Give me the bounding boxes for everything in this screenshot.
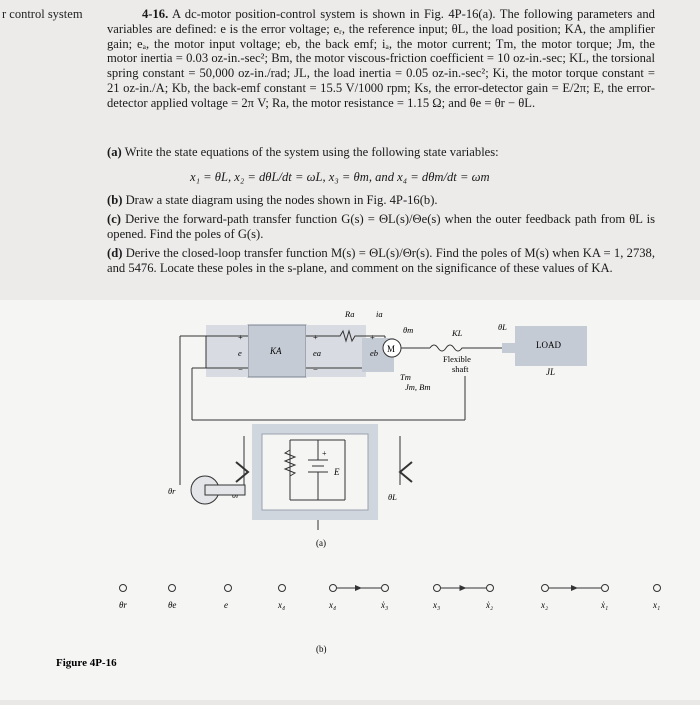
e-label: e (238, 348, 242, 358)
state-node-label: ẋ₁ (601, 600, 609, 610)
amplifier-label: KA (270, 346, 282, 356)
state-node-label: x₁ (653, 600, 661, 610)
part-c-label: (c) (107, 212, 121, 226)
theta-l-top-label: θL (498, 322, 507, 332)
state-node-label: ẋ₃ (381, 600, 389, 610)
kl-label: KL (452, 328, 463, 338)
plus-label-right: + (370, 332, 375, 342)
state-node-label: θe (168, 600, 177, 610)
part-b (107, 193, 655, 208)
minus-label-mid: − (313, 364, 318, 374)
part-a (107, 145, 655, 160)
figure-title: Figure 4P-16 (56, 657, 117, 669)
state-node-label: ẋ₂ (486, 600, 494, 610)
caption-a: (a) (316, 538, 326, 548)
tm-label: Tm (400, 372, 411, 382)
part-d (107, 246, 655, 276)
part-c (107, 212, 655, 242)
state-node-label: e (224, 600, 228, 610)
figure-diagram (0, 300, 700, 700)
voltage-e-label: E (334, 467, 340, 477)
state-node (279, 585, 286, 592)
load-pot-arrow (400, 462, 412, 482)
state-node (602, 585, 609, 592)
state-node (225, 585, 232, 592)
theta-r-knob-label: θr (168, 486, 176, 496)
state-node-label: x₃ (433, 600, 441, 610)
part-a-label: (a) (107, 145, 122, 159)
part-b-label: (b) (107, 193, 123, 207)
state-node (382, 585, 389, 592)
margin-label: r control system (2, 7, 83, 21)
state-node (654, 585, 661, 592)
ea-label: ea (313, 348, 322, 358)
load-inertia-label: JL (546, 367, 555, 377)
state-node (120, 585, 127, 592)
reference-pot-arrow (236, 462, 248, 482)
figure-area (0, 300, 700, 700)
flexible-label: Flexible (443, 354, 471, 364)
state-node-label: x₄ (329, 600, 337, 610)
branch-arrow (571, 585, 578, 591)
state-equation: x₁ = θL, x₂ = dθL/dt = ωL, x₃ = θm, and x₄ = dθm/dt = ωm (190, 170, 490, 184)
state-diagram-nodes (119, 585, 661, 611)
state-node (487, 585, 494, 592)
state-node-label: θr (119, 600, 127, 610)
state-node (434, 585, 441, 592)
theta-l-pot-label: θL (388, 492, 397, 502)
caption-b: (b) (316, 644, 327, 654)
load-coupling (502, 343, 515, 353)
problem-intro (107, 7, 655, 111)
plus-label-mid: + (313, 332, 318, 342)
problem-number: 4-16. (142, 7, 169, 21)
minus-label-left: − (238, 364, 243, 374)
part-d-text: Derive the closed-loop transfer function M(s) = ΘL(s)/Θr(s). Find the poles of M(s) when KA = 1, 2738, and 5476. Locate these poles in the s-plane, and comment on the significance of these values of KA. (107, 246, 655, 275)
eb-label: eb (370, 348, 379, 358)
reference-shaft (205, 485, 245, 495)
branch-arrow (355, 585, 362, 591)
state-node (169, 585, 176, 592)
part-d-label: (d) (107, 246, 123, 260)
state-node (330, 585, 337, 592)
plus-label-left: + (238, 332, 243, 342)
ia-label: ia (376, 309, 383, 319)
battery-plus-label: + (322, 449, 327, 458)
problem-text-area (0, 0, 700, 300)
state-node (542, 585, 549, 592)
part-a-text: Write the state equations of the system using the following state variables: (124, 145, 499, 159)
branch-arrow (460, 585, 467, 591)
motor-label: M (387, 344, 396, 354)
problem-intro-text: A dc-motor position-control system is shown in Fig. 4P-16(a). The following parameters and variables are defined: e is the error voltage; eᵣ, the reference input; θL, the load position; KA, the amplifier gain; eₐ, the motor input voltage; eb, the back emf; iₐ, the motor current; Tm, the motor torque; Jm, the motor inertia = 0.03 oz-in.-sec²; Bm, the motor viscous-friction coefficient = 10 oz-in.-sec; KL, the torsional spring constant = 50,000 oz-in./rad; JL, the load inertia = 0.05 oz-in.-sec²; Ki, the motor torque constant = 21 oz-in./A; Kb, the back-emf constant = 15.5 V/1000 rpm; Ks, the error-detector gain = E/2π; E, the error-detector applied voltage = 2π V; Ra, the motor resistance = 1.15 Ω; and θe = θr − θL. (107, 7, 655, 110)
shaft-label: shaft (452, 364, 469, 374)
theta-m-label: θm (403, 325, 414, 335)
part-c-text: Derive the forward-path transfer function G(s) = ΘL(s)/Θe(s) when the outer feedback path from θL is opened. Find the poles of G(s). (107, 212, 655, 241)
state-node-label: x₄ (278, 600, 286, 610)
part-b-text: Draw a state diagram using the nodes shown in Fig. 4P-16(b). (125, 193, 438, 207)
ra-label: Ra (345, 309, 355, 319)
load-label: LOAD (536, 340, 561, 350)
state-node-label: x₂ (541, 600, 549, 610)
jm-bm-label: Jm, Bm (405, 382, 431, 392)
